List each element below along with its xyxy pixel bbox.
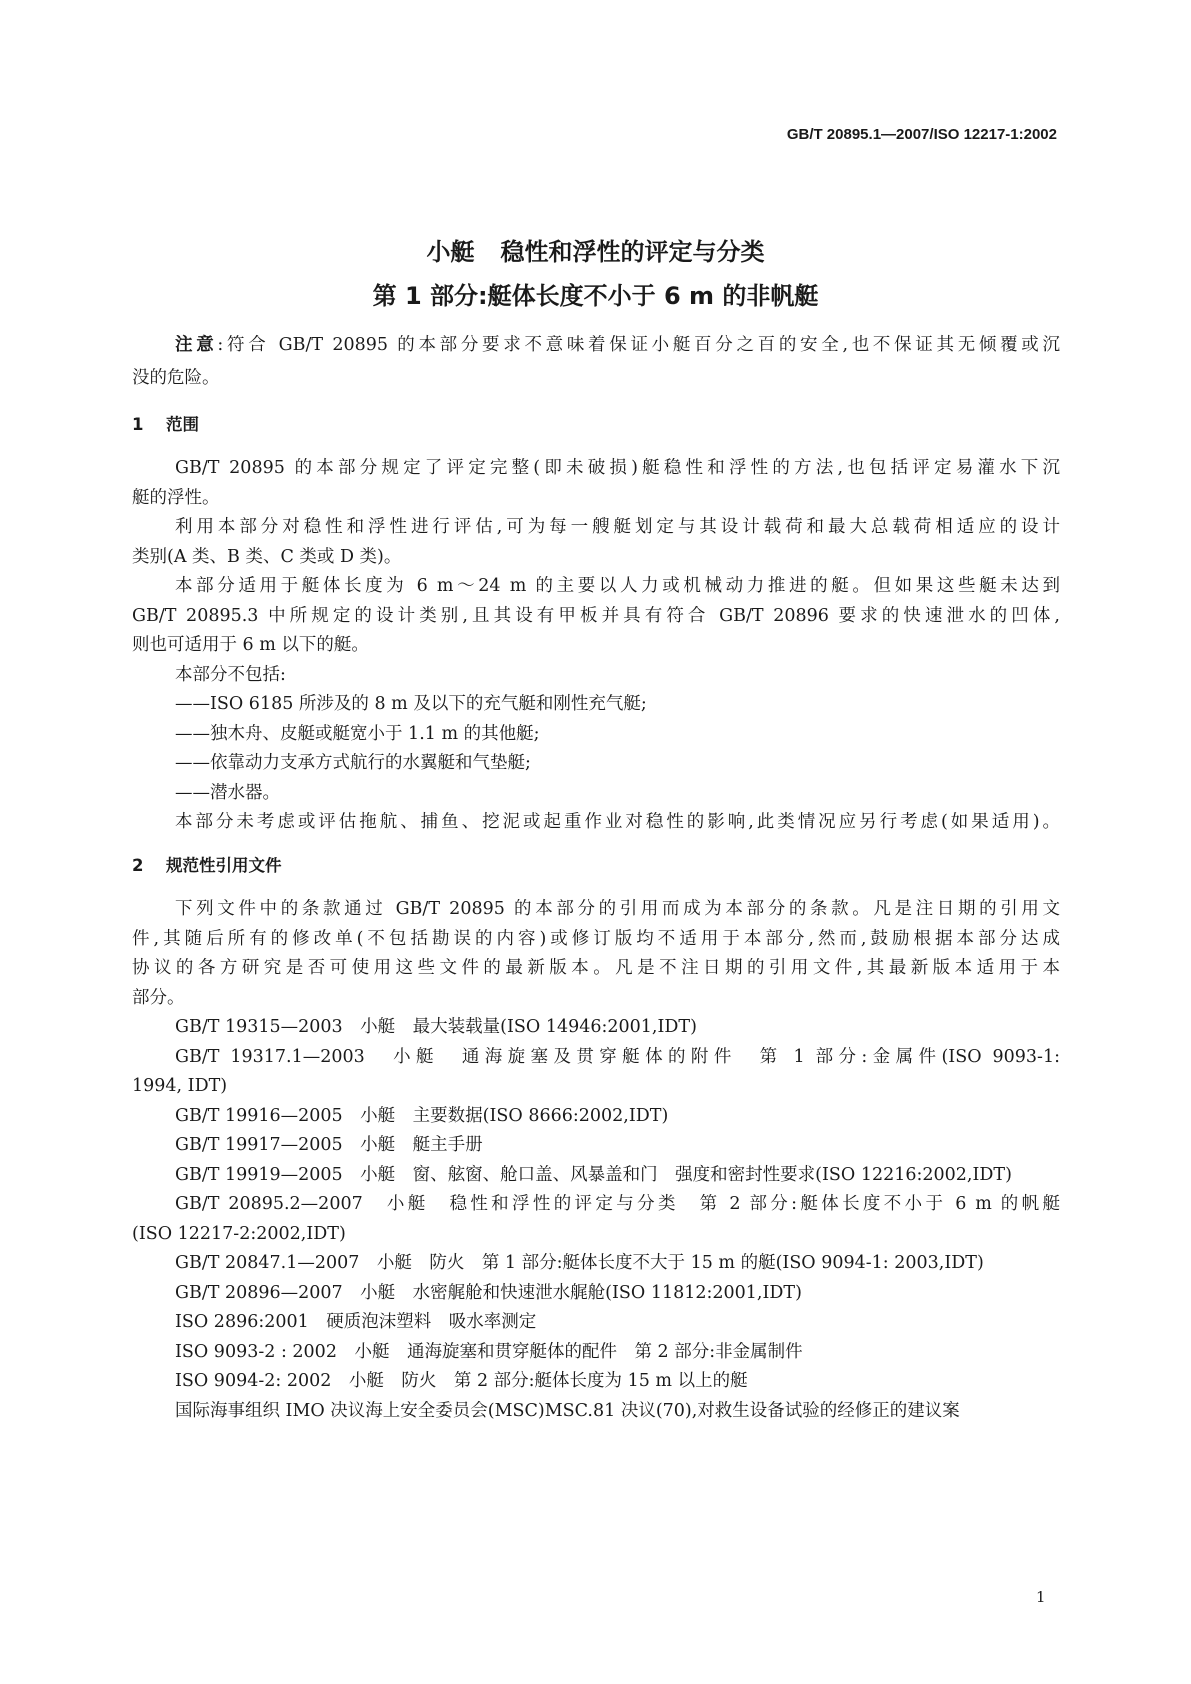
paragraph-line: 本部分适用于艇体长度为 6 m～24 m 的主要以人力或机械动力推进的艇。但如果这些艇未达到 [175,576,1060,596]
notice-line-1 [175,332,1060,358]
section-title: 范围 [166,415,199,434]
notice-label: 注意 [175,335,218,355]
notice-text-1: :符合 GB/T 20895 的本部分要求不意味着保证小艇百分之百的安全,也不保证其无倾覆或沉 [217,335,1060,355]
paragraph-line: 本部分不包括: [175,665,286,685]
paragraph-line: 艇的浮性。 [132,488,220,508]
list-item: ——ISO 6185 所涉及的 8 m 及以下的充气艇和刚性充气艇; [175,694,647,714]
paragraph-line: 下列文件中的条款通过 GB/T 20895 的本部分的引用而成为本部分的条款。凡是注日期的引用文 [175,899,1060,919]
reference-item: GB/T 19916—2005 小艇 主要数据(ISO 8666:2002,IDT) [175,1106,669,1126]
notice-line-2: 没的危险。 [132,368,220,388]
paragraph-line: 本部分未考虑或评估拖航、捕鱼、挖泥或起重作业对稳性的影响,此类情况应另行考虑(如果适用)。 [175,812,1060,832]
section-heading-1 [132,412,199,438]
reference-item: (ISO 12217-2:2002,IDT) [132,1224,346,1244]
paragraph-line: GB/T 20895.3 中所规定的设计类别,且其设有甲板并具有符合 GB/T 20896 要求的快速泄水的凹体, [132,606,1060,626]
document-title-line2: 第 1 部分:艇体长度不小于 6 m 的非帆艇 [372,282,819,310]
paragraph-line: 利用本部分对稳性和浮性进行评估,可为每一艘艇划定与其设计载荷和最大总载荷相适应的设计 [175,517,1060,537]
section-title: 规范性引用文件 [166,856,282,875]
standard-code: GB/T 20895.1—2007/ISO 12217-1:2002 [786,126,1057,143]
page-number: 1 [1036,1588,1046,1606]
paragraph-line: 件,其随后所有的修改单(不包括勘误的内容)或修订版均不适用于本部分,然而,鼓励根据本部分达成 [132,929,1060,949]
title-part2: 稳性和浮性的评定与分类 [500,238,765,266]
list-item: ——依靠动力支承方式航行的水翼艇和气垫艇; [175,753,531,773]
paragraph-line: 类别(A 类、B 类、C 类或 D 类)。 [132,547,402,567]
document-title-line1 [0,232,1191,267]
section-number: 2 [132,856,144,875]
list-item: ——独木舟、皮艇或艇宽小于 1.1 m 的其他艇; [175,724,540,744]
paragraph-line: 部分。 [132,988,185,1008]
reference-item: GB/T 19917—2005 小艇 艇主手册 [175,1135,483,1155]
reference-item: ISO 9093-2 : 2002 小艇 通海旋塞和贯穿艇体的配件 第 2 部分:非金属制件 [175,1342,803,1362]
reference-item: 1994, IDT) [132,1076,228,1096]
reference-item: GB/T 20895.2—2007 小艇 稳性和浮性的评定与分类 第 2 部分:艇体长度不小于 6 m 的帆艇 [175,1194,1060,1214]
section-heading-2 [132,853,282,879]
section-number: 1 [132,415,144,434]
paragraph-line: 协议的各方研究是否可使用这些文件的最新版本。凡是不注日期的引用文件,其最新版本适用于本 [132,958,1060,978]
reference-item: GB/T 19315—2003 小艇 最大装载量(ISO 14946:2001,IDT) [175,1017,697,1037]
reference-item: 国际海事组织 IMO 决议海上安全委员会(MSC)MSC.81 决议(70),对救生设备试验的经修正的建议案 [175,1401,960,1421]
title-part1: 小艇 [426,238,475,266]
paragraph-line: 则也可适用于 6 m 以下的艇。 [132,635,369,655]
reference-item: GB/T 20896—2007 小艇 水密艉舱和快速泄水艉舱(ISO 11812:2001,IDT) [175,1283,802,1303]
list-item: ——潜水器。 [175,783,280,803]
reference-item: ISO 9094-2: 2002 小艇 防火 第 2 部分:艇体长度为 15 m 以上的艇 [175,1371,748,1391]
reference-item: ISO 2896:2001 硬质泡沫塑料 吸水率测定 [175,1312,537,1332]
reference-item: GB/T 19919—2005 小艇 窗、舷窗、舱口盖、风暴盖和门 强度和密封性要求(ISO 12216:2002,IDT) [175,1165,1012,1185]
reference-item: GB/T 19317.1—2003 小艇 通海旋塞及贯穿艇体的附件 第 1 部分:金属件(ISO 9093-1: [175,1047,1060,1067]
paragraph-line: GB/T 20895 的本部分规定了评定完整(即未破损)艇稳性和浮性的方法,也包括评定易灌水下沉 [175,458,1060,478]
reference-item: GB/T 20847.1—2007 小艇 防火 第 1 部分:艇体长度不大于 15 m 的艇(ISO 9094-1: 2003,IDT) [175,1253,984,1273]
